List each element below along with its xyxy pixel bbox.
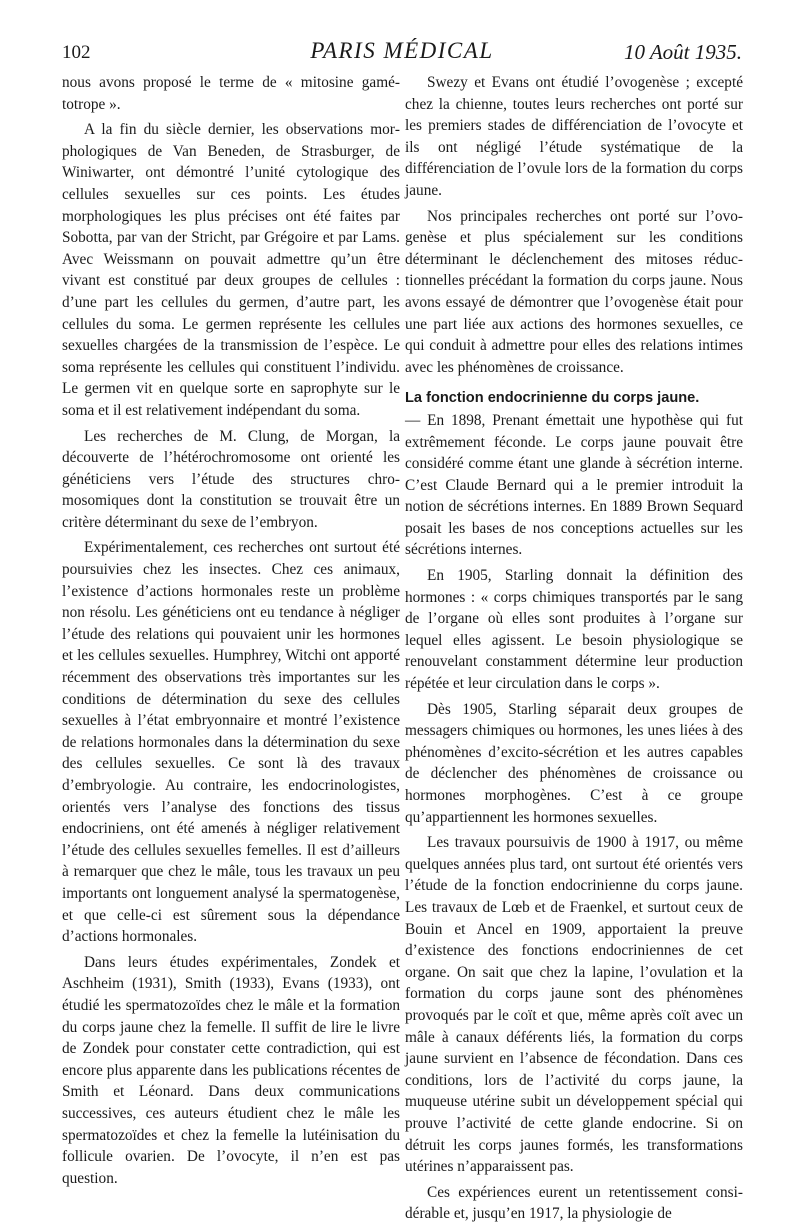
paragraph: nous avons proposé le terme de « mitosine gamétotrope ». [62, 74, 400, 113]
right-column [405, 72, 743, 1225]
section-paragraph [405, 387, 743, 561]
paragraph: Expérimentalement, ces recherches ont surtout été poursuivies chez les insectes. Chez ces animaux, l’existence d’actions hormonales reste un problème non résolu. Les généticiens ont eu tendance à négliger l’étude des relations qui pouvaient unir les hormones et les cellules sexuelles. Humphrey, Witchi ont apporté récemment des observations très importantes sur les conditions de détermination du sexe des cellules sexuelles à l’état embryonnaire et montré l’existence de relations hormonales dans la détermination du sexe des cellules sexuelles. Ce sont là des travaux d’embryologie. Au contraire, les endocrinologistes, orientés vers l’analyse des fonctions des tissus endocriniens, ont été amenés à négliger relativement l’étude des cellules sexuelles femelles. Il est d’ailleurs à remarquer que chez le mâle, tous les travaux un peu importants ont longuement analysé la spermatogenèse, et que celle-ci est sûrement sous la dépendance d’actions hormonales. [62, 539, 400, 946]
paragraph: A la fin du siècle dernier, les observations morphologiques de Van Beneden, de Strasburger, de Winiwarter, ont démontré l’unité cytologique des cellules sexuelles sur ces points. Les études morphologiques les plus précises ont été faites par Sobotta, par van der Stricht, par Grégoire et par Lams. Avec Weissmann on pouvait admettre qu’un être vivant est constitué par deux groupes de cellules : d’une part les cellules du germen, d’autre part, les cellules du soma. Le germen représente les cellules sexuelles chargées de la transmission de l’espèce. Le soma représente les cellules qui constituent l’individu. Le germen vit en quelque sorte en saprophyte sur le soma et il est relativement indépendant du soma. [62, 121, 400, 419]
paragraph: Les travaux poursuivis de 1900 à 1917, ou même quelques années plus tard, ont surtout été orientés vers l’étude de la fonction endocrinienne du corps jaune. Les travaux de Lœb et de Fraenkel, et surtout ceux de Bouin et Ancel en 1909, apportaient la preuve d’existence des fonctions endocriniennes de cet organe. On sait que chez la lapine, l’ovulation et la formation du corps jaune sont des phénomènes provoqués par le coït et que, même après coït avec un mâle à canaux déférents liés, la formation du corps jaune survient en l’absence de fécondation. Dans ces conditions, lors de l’activité du corps jaune, la muqueuse utérine subit un développement spécial qui prouve l’activité de cette glande endocrine. Si on détruit les corps jaunes formés, les transformations utérines n’apparaissent pas. [405, 834, 743, 1176]
journal-title: PARIS MÉDICAL [310, 38, 494, 63]
page-number: 102 [62, 42, 91, 63]
left-column [62, 72, 400, 1189]
section-heading: La fonction endocrinienne du corps jaune. [405, 390, 700, 407]
paragraph: Les recherches de M. Clung, de Morgan, la découverte de l’hétérochromosome ont orienté les généticiens vers l’étude des structures chromosomiques dont la constitution se trouvait être un critère déterminant du sexe de l’embryon. [62, 427, 400, 531]
paragraph: Nos principales recherches ont porté sur l’ovogenèse et plus spécialement sur les conditions déterminant le déclenchement des mitoses réductionnelles précédant la formation du corps jaune. Nous avons essayé de démontrer que l’ovogenèse était pour une part liée aux actions des hormones sexuelles, ce qui conduit à admettre pour elles des relations intimes avec les phénomènes de croissance. [405, 207, 743, 376]
paragraph: Dans leurs études expérimentales, Zondek et Aschheim (1931), Smith (1933), Evans (1933), ont étudié les spermatozoïdes chez le mâle et la formation du corps jaune chez la femelle. Il suffit de lire le livre de Zondek pour constater cette contradiction, qui est encore plus apparente dans les publications récentes de Smith et Léonard. Dans deux communications successives, ces auteurs étudient chez le mâle les spermatozoïdes et chez la femelle la lutéinisation du follicule ovarien. De l’ovocyte, il n’en est pas question. [62, 953, 400, 1187]
paragraph: En 1905, Starling donnait la définition des hormones : « corps chimiques transportés par le sang de l’organe où elles sont produites à l’organe sur lequel elles agissent. Le besoin physiologique se renouvelant constamment détermine leur production répétée et leur circulation dans le corps ». [405, 567, 743, 693]
running-header [62, 38, 742, 74]
paragraph: Ces expériences eurent un retentissement considérable et, jusqu’en 1917, la physiologie de [405, 1183, 743, 1223]
section-text: — En 1898, Prenant émettait une hypothèse qui fut extrêmement féconde. Le corps jaune pouvait être considéré comme étant une glande à sécrétion interne. C’est Claude Bernard qui a le premier introduit la notion de sécrétions internes. En 1889 Brown Sequard posait les bases de nos conceptions actuelles sur les sécrétions internes. [405, 411, 743, 559]
paragraph: Swezy et Evans ont étudié l’ovogenèse ; excepté chez la chienne, toutes leurs recherches ont porté sur les premiers stades de différenciation de l’ovocyte et ils ont négligé l’étude systématique de la différenciation de l’ovule lors de la formation du corps jaune. [405, 74, 743, 199]
issue-date: 10 Août 1935. [623, 40, 742, 64]
paragraph: Dès 1905, Starling séparait deux groupes de messagers chimiques ou hormones, les unes liées à des phénomènes d’excito-sécrétion et les autres capables de déclencher des phénomènes de croissance ou hormones morphogènes. C’est à ce groupe qu’appartiennent les hormones sexuelles. [405, 700, 743, 826]
